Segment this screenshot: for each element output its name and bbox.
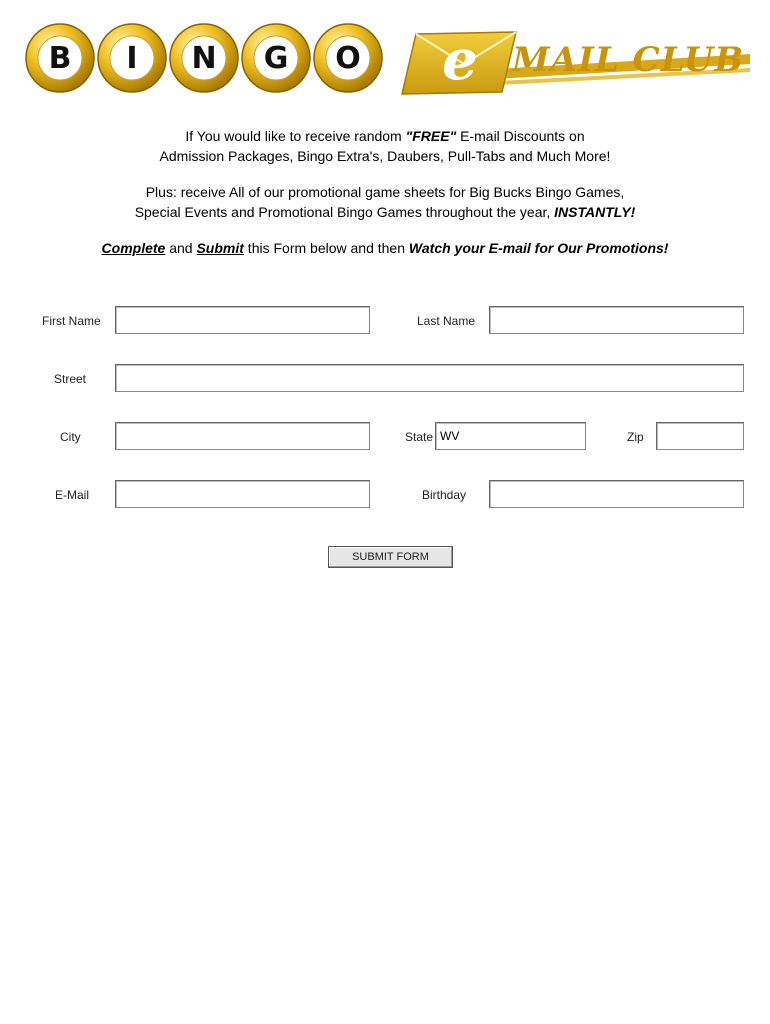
email-input[interactable] (115, 480, 370, 508)
text: Special Events and Promotional Bingo Games throughout the year, (134, 204, 555, 220)
ball-letter: I (126, 40, 138, 76)
email-e-glyph: e (442, 27, 478, 93)
state-label: State (405, 430, 434, 444)
city-label: City (60, 430, 81, 444)
last-name-label: Last Name (417, 314, 476, 328)
intro-paragraph-1 (0, 126, 770, 166)
text: E-mail Discounts on (456, 128, 585, 144)
text: this Form below and then (243, 240, 409, 256)
bingo-ball-g (240, 22, 312, 94)
city-input[interactable] (115, 422, 370, 450)
submit-form-button[interactable]: SUBMIT FORM (328, 546, 453, 568)
watch-emphasis: Watch your E-mail for Our Promotions! (408, 240, 669, 256)
bingo-ball-i (96, 22, 168, 94)
email-label: E-Mail (55, 488, 90, 502)
intro-line-3: Plus: receive All of our promotional game sheets for Big Bucks Bingo Games, (145, 184, 625, 200)
state-input[interactable] (435, 422, 586, 450)
street-input[interactable] (115, 364, 744, 392)
intro-line-2: Admission Packages, Bingo Extra's, Daubers, Pull-Tabs and Much More! (159, 148, 611, 164)
bingo-ball-n (168, 22, 240, 94)
ball-letter: O (335, 40, 361, 76)
ball-letter: G (263, 40, 289, 76)
street-label: Street (54, 372, 87, 386)
complete-emphasis: Complete (101, 240, 166, 256)
first-name-label: First Name (42, 314, 101, 328)
instantly-emphasis: INSTANTLY! (554, 204, 636, 220)
intro-paragraph-2 (0, 182, 770, 222)
zip-label: Zip (627, 430, 644, 444)
first-name-input[interactable] (115, 306, 370, 334)
birthday-input[interactable] (489, 480, 744, 508)
intro-line-1 (0, 126, 770, 146)
last-name-input[interactable] (489, 306, 744, 334)
header-banner (0, 0, 770, 110)
text: If You would like to receive random (185, 128, 406, 144)
intro-line-4 (0, 202, 770, 222)
free-emphasis: "FREE" (405, 128, 457, 144)
bingo-ball-o (312, 22, 384, 94)
zip-input[interactable] (656, 422, 744, 450)
text: and (165, 240, 197, 256)
birthday-label: Birthday (422, 488, 467, 502)
ball-letter: B (48, 40, 72, 76)
submit-emphasis: Submit (196, 240, 244, 256)
ball-letter: N (191, 40, 217, 76)
mail-club-title: MAIL CLUB (512, 40, 745, 80)
intro-line-5 (0, 238, 770, 258)
intro-paragraph-3 (0, 238, 770, 258)
bingo-ball-b (24, 22, 96, 94)
